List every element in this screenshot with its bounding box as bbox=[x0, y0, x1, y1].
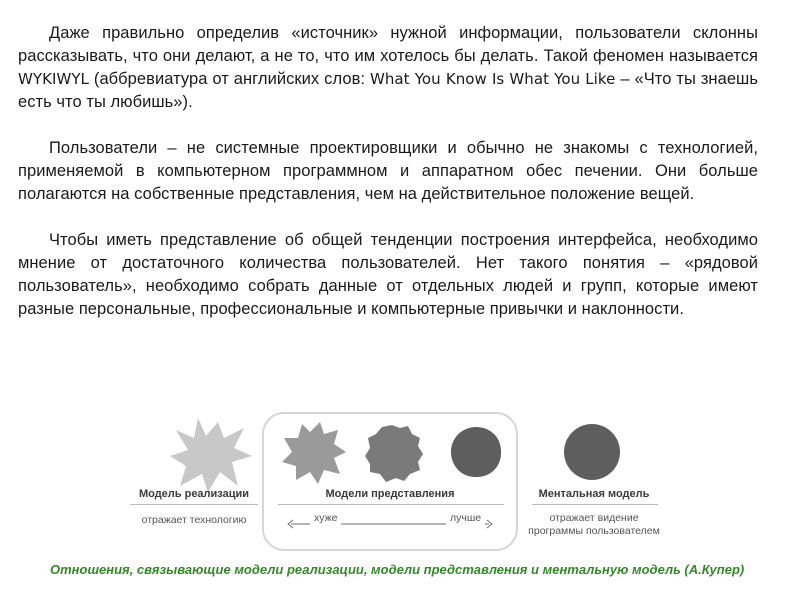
abbreviation-wykiwyl: WYKIWYL bbox=[18, 70, 89, 88]
representation-divider bbox=[278, 504, 504, 505]
mental-divider bbox=[532, 504, 658, 505]
models-diagram bbox=[130, 408, 690, 558]
implementation-model-shape bbox=[168, 416, 254, 494]
implementation-divider bbox=[130, 504, 258, 505]
abbreviation-expansion: What You Know Is What You Like bbox=[369, 70, 616, 88]
representation-shape-better bbox=[362, 422, 426, 484]
representation-shape-worse bbox=[278, 420, 348, 486]
main-text bbox=[18, 22, 758, 344]
rough-round-shape bbox=[365, 425, 423, 482]
implementation-subtitle: отражает технологию bbox=[141, 514, 247, 526]
figure-caption: Отношения, связывающие модели реализации, модели представления и ментальную модель (А.Купер) bbox=[50, 562, 745, 577]
paragraph-2: Пользователи – не системные проектировщики и обычно не знакомы с технологией, применяемой в компьютерном программном и аппаратном обес печении. Они больше полагаются на собственные представления, чем на действительное положение вещей. bbox=[18, 139, 758, 203]
worse-label: хуже bbox=[310, 512, 341, 525]
paragraph-1-text-2: (аббревиатура от английских слов: bbox=[88, 70, 370, 88]
near-circle-shape bbox=[451, 427, 501, 477]
jagged-mid-shape bbox=[282, 422, 346, 484]
mental-model-shape bbox=[562, 422, 622, 482]
paragraph-1 bbox=[18, 22, 758, 114]
paragraph-1-text-3: – «Что ты знаешь есть что ты любишь»). bbox=[18, 70, 758, 111]
mental-subtitle-line-1: отражает видение bbox=[549, 512, 639, 524]
representation-shape-best bbox=[448, 424, 504, 480]
jagged-light-shape bbox=[170, 418, 252, 492]
implementation-title: Модель реализации bbox=[138, 488, 250, 500]
representation-title: Модели представления bbox=[325, 488, 455, 500]
paragraph-3: Чтобы иметь представление об общей тенденции построения интерфейса, необходимо мнение от достаточного количества пользователей. Нет такого понятия – «рядовой пользователь», необходимо собрать данные от отдельных людей и групп, которые имеют разные персональные, профессиональные и компьютерные привычки и наклонности. bbox=[18, 231, 758, 318]
paragraph-1-text: Даже правильно определив «источник» нужной информации, пользователи склонны рассказывать, что они делают, а не то, что им хотелось бы делать. Такой феномен называется bbox=[18, 24, 758, 65]
mental-subtitle-line-2: программы пользователем bbox=[528, 525, 660, 537]
better-label: лучше bbox=[446, 512, 485, 525]
circle-shape bbox=[564, 424, 620, 480]
mental-title: Ментальная модель bbox=[538, 488, 650, 500]
